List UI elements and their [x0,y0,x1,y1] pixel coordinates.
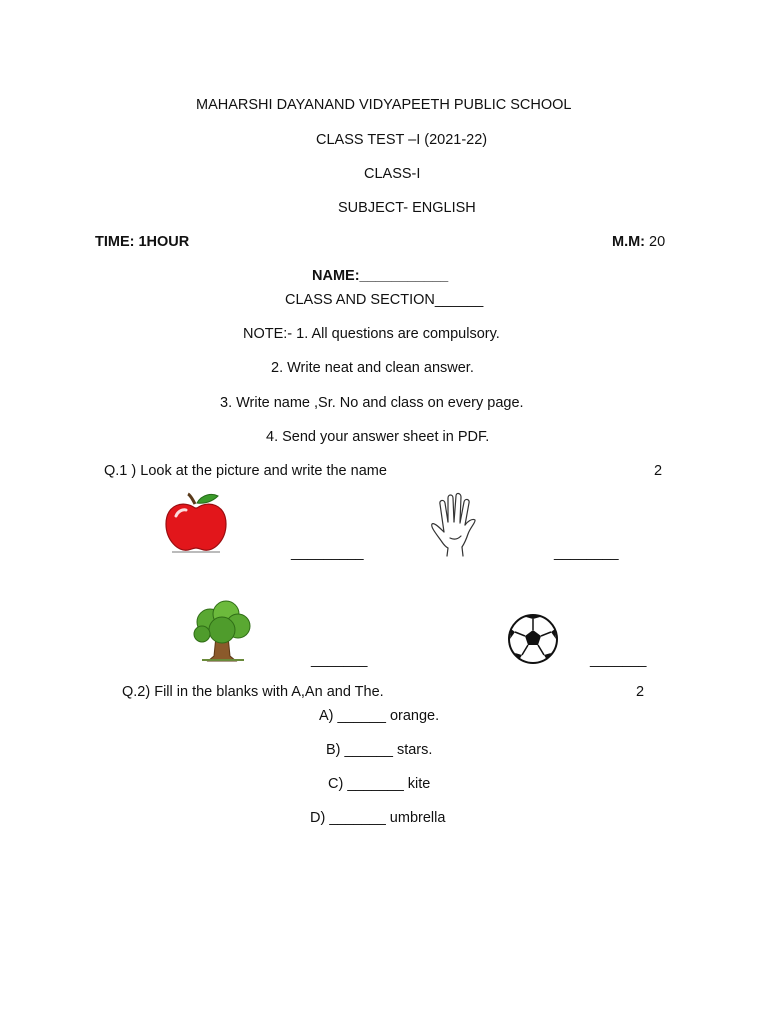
name-field: NAME:___________ [312,268,449,284]
note-1: NOTE:- 1. All questions are compulsory. [243,326,500,342]
test-title: CLASS TEST –I (2021-22) [316,132,488,148]
time-label: TIME: 1HOUR [95,234,190,250]
apple-icon [162,492,230,556]
subject-title: SUBJECT- ENGLISH [338,200,476,216]
q1-blank-3: _______ [311,652,368,668]
q2-item-b: B) ______ stars. [326,742,433,758]
tree-icon [190,600,254,664]
max-marks-label: M.M: [612,234,646,250]
q2-marks: 2 [636,684,645,700]
q1-label: Q.1 ) Look at the picture and write the name [104,463,387,479]
q2-label: Q.2) Fill in the blanks with A,An and The. [122,684,384,700]
max-marks [612,233,665,251]
q1-blank-4: _______ [590,652,647,668]
note-2: 2. Write neat and clean answer. [271,360,474,376]
note-4: 4. Send your answer sheet in PDF. [266,429,490,445]
q2-item-a: A) ______ orange. [319,708,440,724]
school-name: MAHARSHI DAYANAND VIDYAPEETH PUBLIC SCHOOL [196,97,572,113]
football-icon [507,613,559,665]
q1-marks: 2 [654,463,663,479]
note-3: 3. Write name ,Sr. No and class on every page. [220,395,524,411]
max-marks-value: 20 [649,234,666,250]
class-title: CLASS-I [364,166,421,182]
class-section-field: CLASS AND SECTION______ [285,292,484,308]
q2-item-c: C) _______ kite [328,776,431,792]
q1-blank-2: ________ [554,545,619,561]
q1-blank-1: _________ [291,545,364,561]
q2-item-d: D) _______ umbrella [310,810,446,826]
hand-icon [430,492,478,558]
